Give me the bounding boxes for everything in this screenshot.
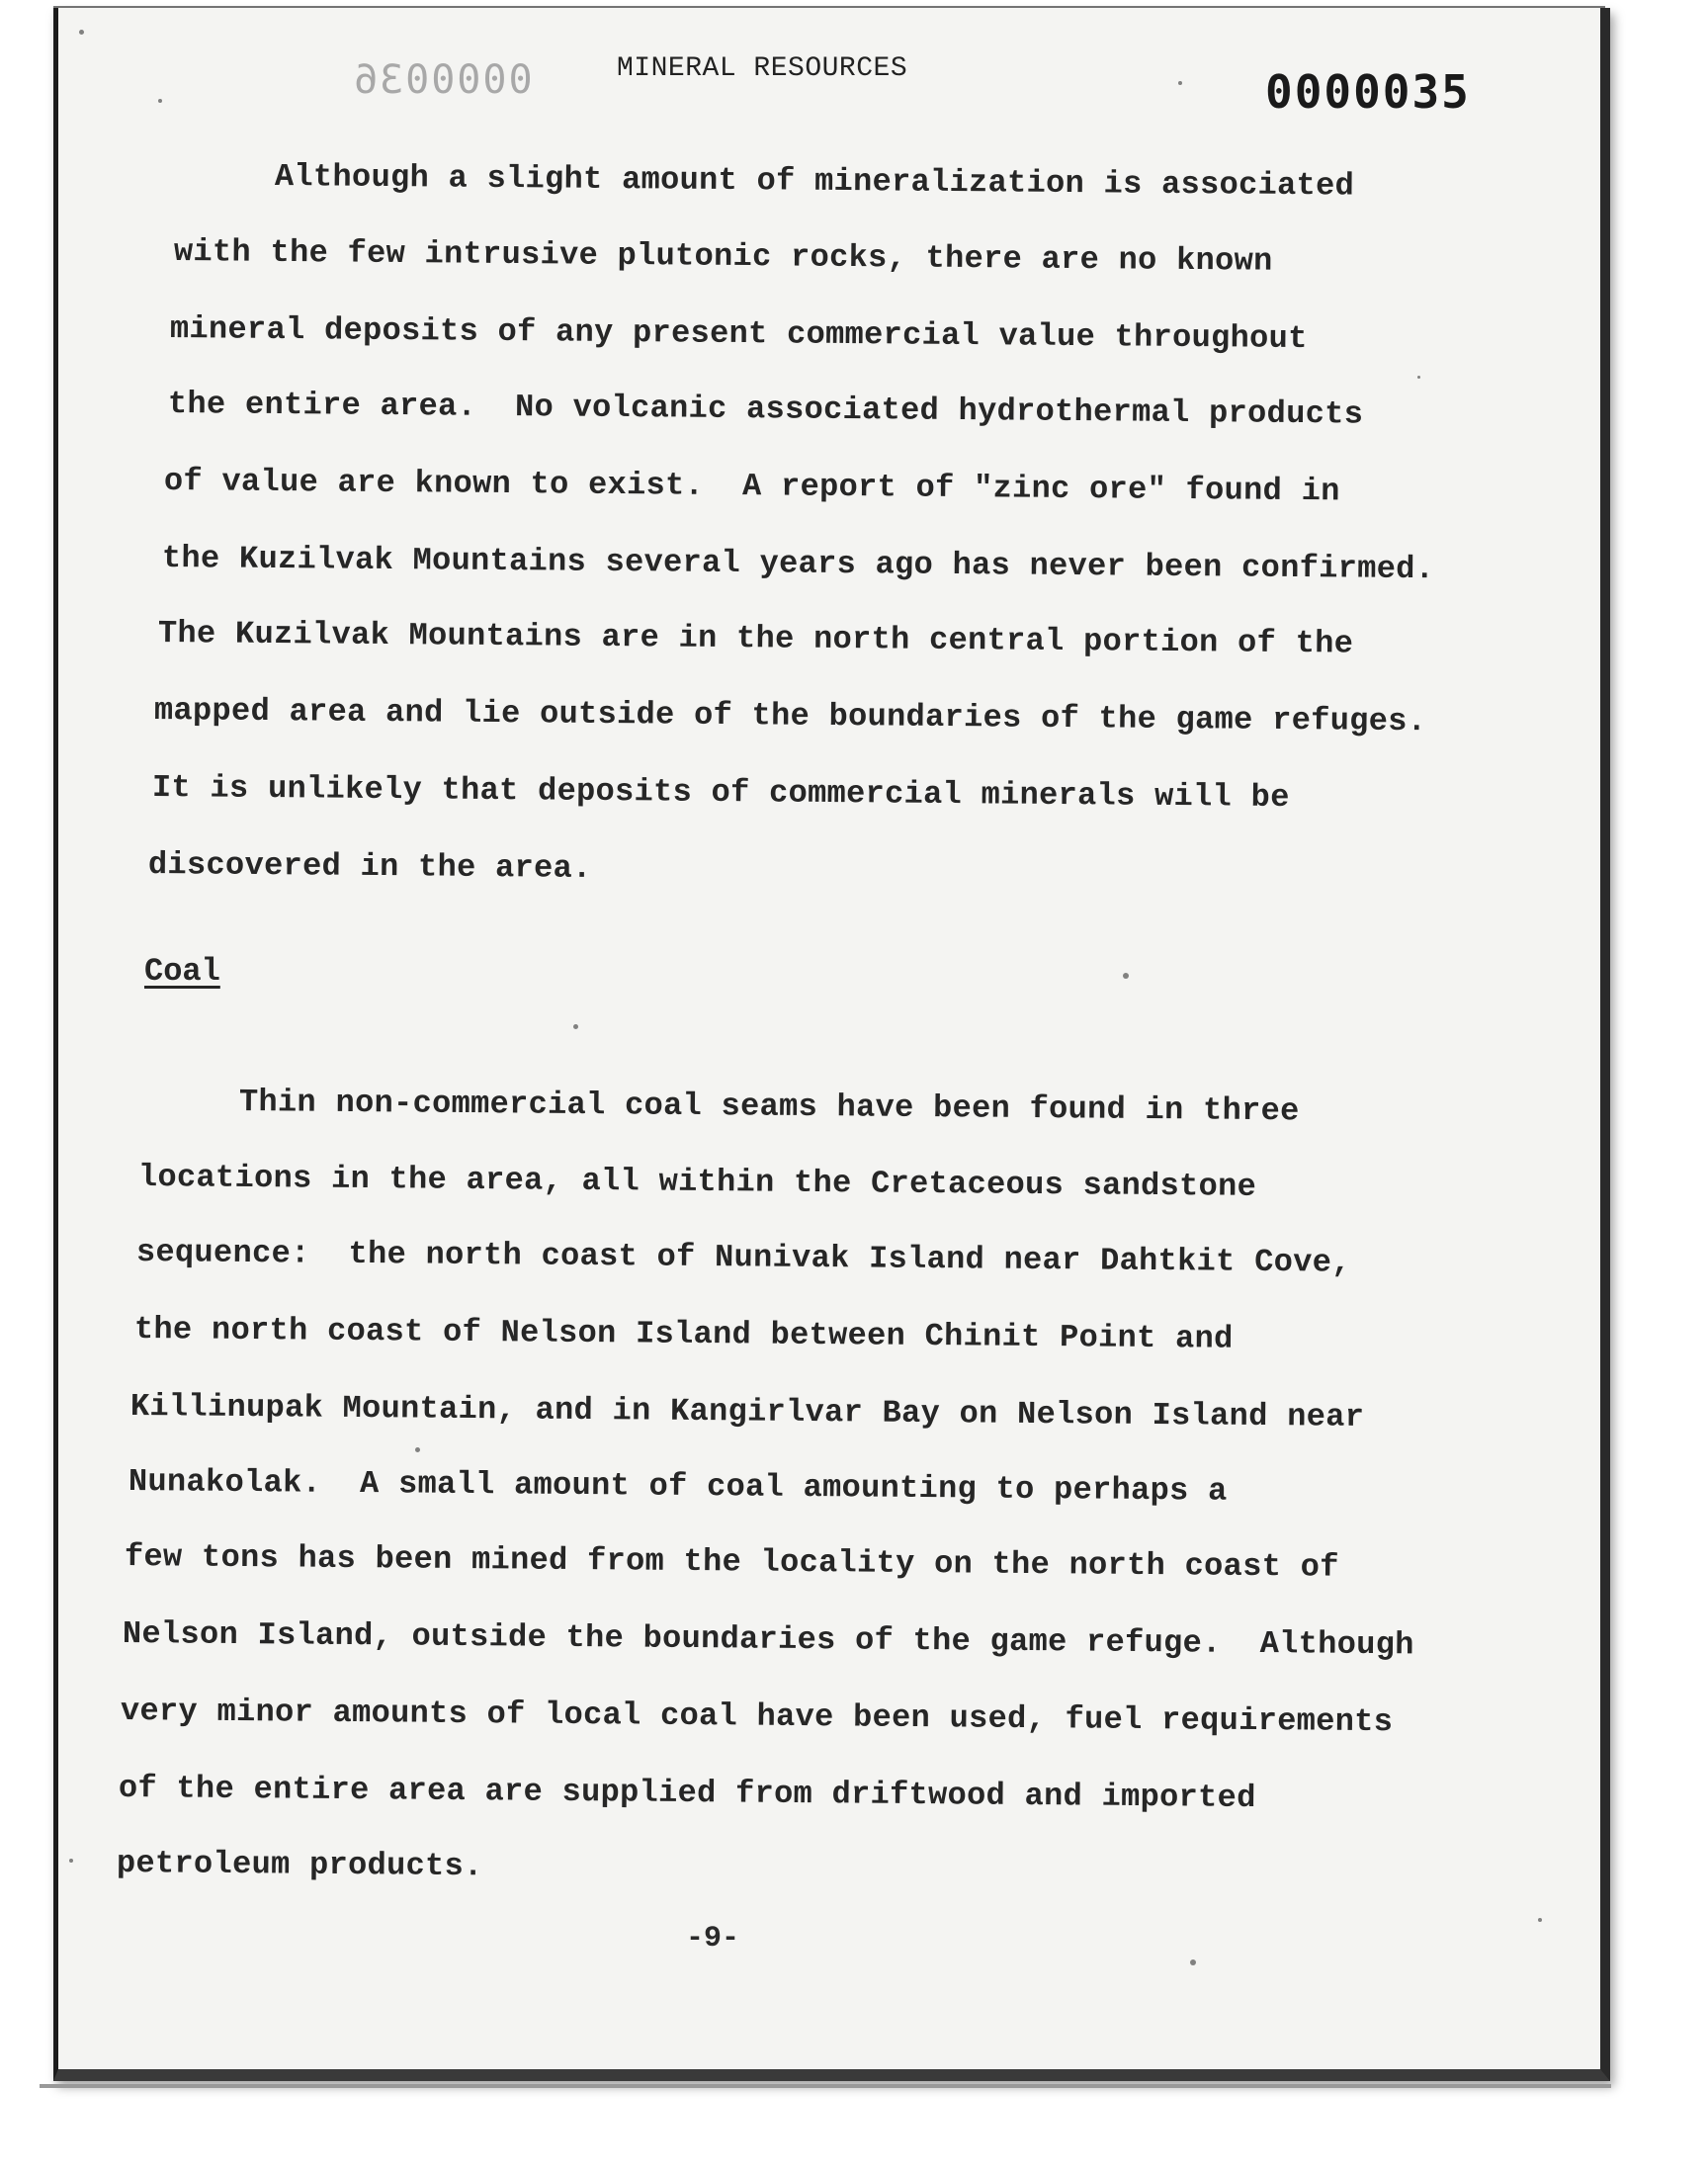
scan-speckle xyxy=(415,1447,420,1452)
paragraph-2-line: Nelson Island, outside the boundaries of the game refuge. Although xyxy=(122,1615,1414,1664)
scan-speckle xyxy=(1417,376,1420,379)
paragraph-2-line: Nunakolak. A small amount of coal amounting to perhaps a xyxy=(128,1463,1228,1510)
paragraph-2-line: Thin non-commercial coal seams have been found in three xyxy=(238,1084,1300,1130)
paragraph-1-line: Although a slight amount of mineralization is associated xyxy=(274,158,1355,205)
paragraph-2-line: the north coast of Nelson Island between Chinit Point and xyxy=(133,1311,1234,1357)
paragraph-2-line: sequence: the north coast of Nunivak Island near Dahtkit Cove, xyxy=(135,1234,1351,1281)
page-bottom-edge xyxy=(40,2084,1611,2088)
scan-speckle xyxy=(158,99,162,103)
paragraph-1-line: mineral deposits of any present commercial value throughout xyxy=(169,310,1308,358)
paragraph-2-line: petroleum products. xyxy=(116,1845,483,1885)
scan-speckle xyxy=(573,1024,578,1029)
paragraph-2-line: locations in the area, all within the Cretaceous sandstone xyxy=(137,1159,1257,1205)
paragraph-1-line: mapped area and lie outside of the boundaries of the game refuges. xyxy=(153,692,1427,740)
scan-speckle xyxy=(1123,973,1129,979)
paragraph-2-line: very minor amounts of local coal have been used, fuel requirements xyxy=(120,1693,1394,1741)
faint-bleed-through-stamp: 0000036 xyxy=(352,57,533,103)
page-title: MINERAL RESOURCES xyxy=(617,53,908,84)
document-number: 0000035 xyxy=(1265,65,1471,119)
paragraph-1-line: the Kuzilvak Mountains several years ago has never been confirmed. xyxy=(161,540,1435,588)
paragraph-1-line: with the few intrusive plutonic rocks, there are no known xyxy=(173,233,1273,280)
paragraph-2-line: few tons has been mined from the locality on the north coast of xyxy=(124,1538,1339,1586)
paragraph-2-line: of the entire area are supplied from driftwood and imported xyxy=(118,1770,1256,1817)
paragraph-2-line: Killinupak Mountain, and in Kangirlvar Bay on Nelson Island near xyxy=(129,1388,1365,1436)
scan-speckle xyxy=(1538,1918,1542,1922)
scan-speckle xyxy=(1178,81,1182,85)
scan-speckle xyxy=(69,1859,73,1863)
section-heading-coal: Coal xyxy=(144,953,220,990)
scan-speckle xyxy=(79,30,84,35)
paragraph-1-line: of value are known to exist. A report of "zinc ore" found in xyxy=(163,463,1340,510)
paragraph-1-line: the entire area. No volcanic associated hydrothermal products xyxy=(167,386,1364,433)
paragraph-1-line: The Kuzilvak Mountains are in the north central portion of the xyxy=(157,615,1354,662)
paragraph-1-line: It is unlikely that deposits of commercial minerals will be xyxy=(151,769,1290,817)
scan-speckle xyxy=(1190,1959,1196,1965)
paragraph-1-line: discovered in the area. xyxy=(147,846,592,887)
page-number: -9- xyxy=(686,1922,740,1956)
